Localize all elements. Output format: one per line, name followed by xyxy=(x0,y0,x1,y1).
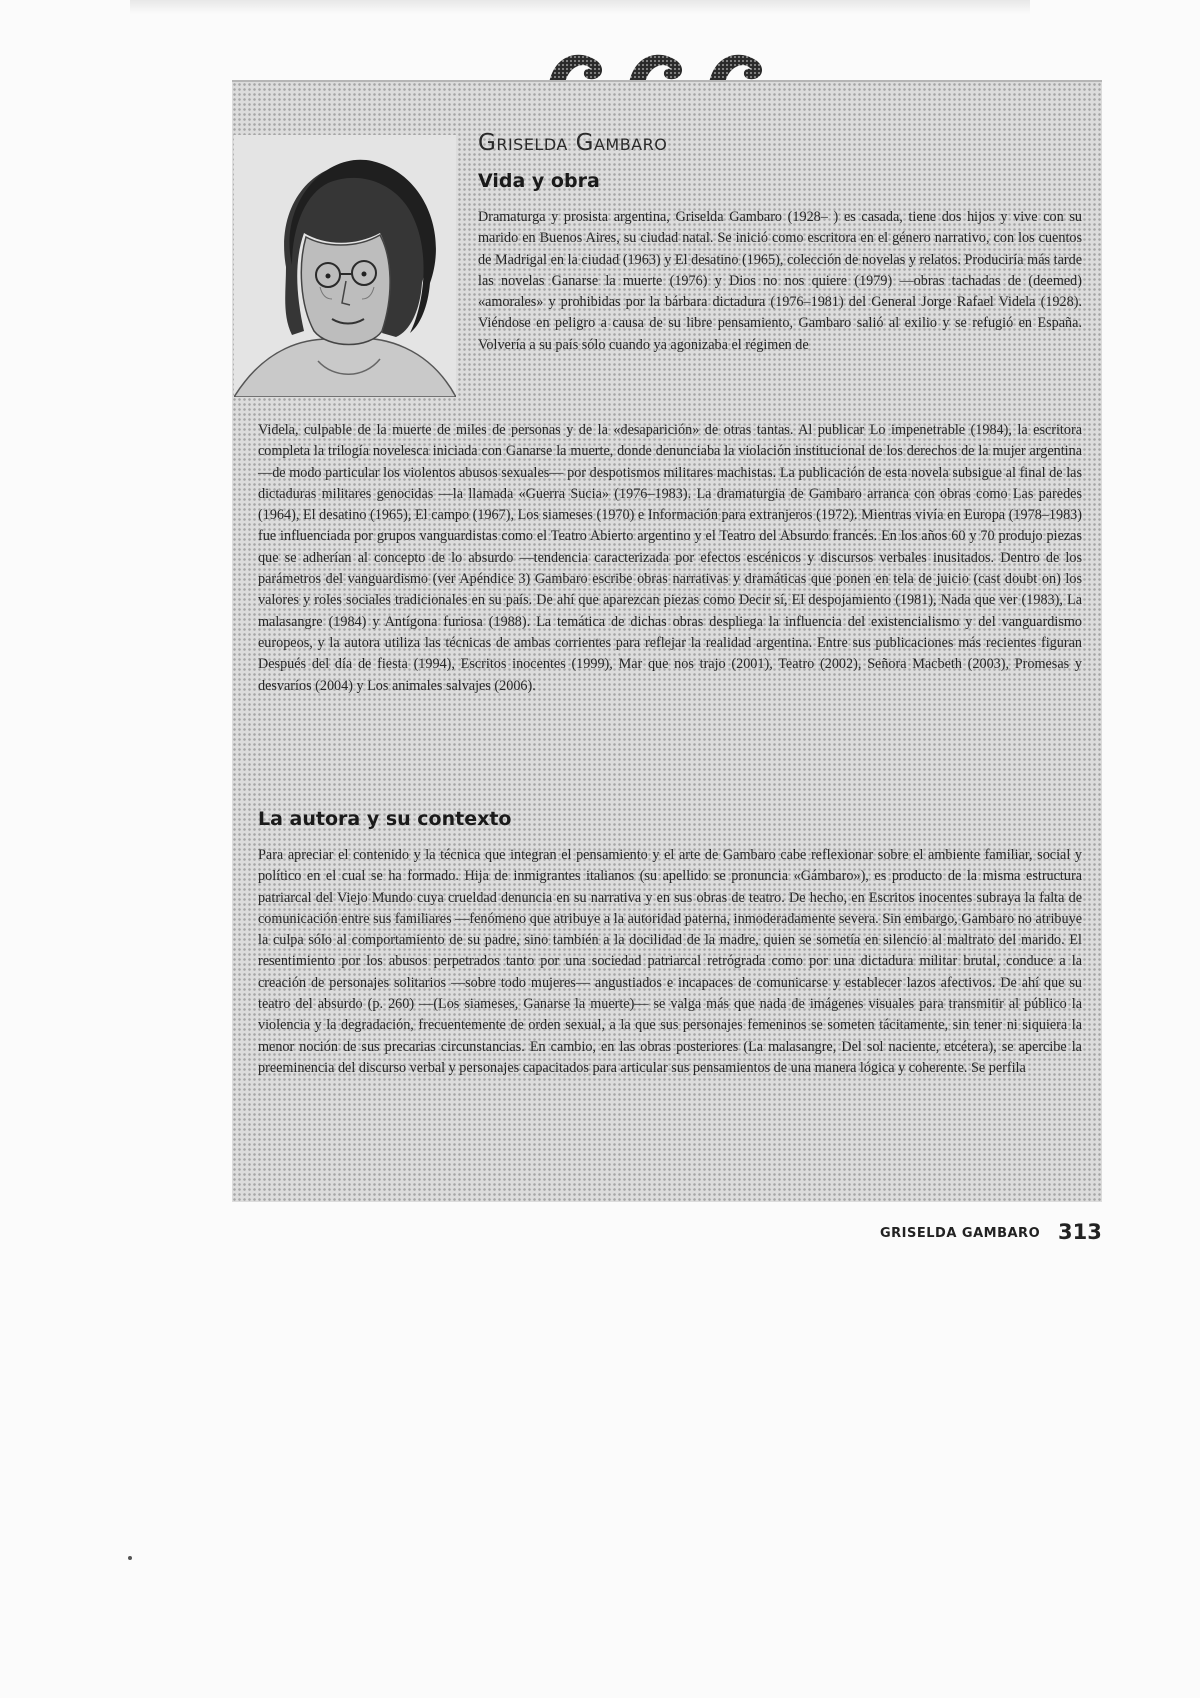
page-number: 313 xyxy=(1058,1220,1102,1244)
body-paragraph-context: Para apreciar el contenido y la técnica que integran el pensamiento y el arte de Gambaro cabe reflexionar sobre el ambiente familiar, social y político en el cual se ha formado. Hija de inmigrantes italianos (su apellido se pronuncia «Gámbaro»), es producto de la misma estructura patriarcal del Viejo Mundo cuya crueldad denuncia en su narrativa y en sus obras de teatro. De hecho, en Escritos inocentes subraya la falta de comunicación entre sus familiares —fenómeno que atribuye a la autoridad paterna, inmoderadamente severa. Sin embargo, Gambaro no atribuye la culpa sólo al comportamiento de su padre, sino también a la docilidad de la madre, quien se sometía en silencio al maltrato del marido. El resentimiento por los abusos perpetrados tanto por una sociedad patriarcal retrógrada como por una dictadura militar brutal, conduce a la creación de personajes solitarios —sobre todo mujeres— angustiados e incapaces de comunicarse y establecer lazos afectivos. De ahí que su teatro del absurdo (p. 260) —(Los siameses, Ganarse la muerte)— se valga más que nada de imágenes visuales para transmitir al público la violencia y la degradación, frecuentemente de orden sexual, a la que sus personajes femeninos se someten tácitamente, sin tener ni siquiera la menor noción de sus precarias circunstancias. En cambio, en las obras posteriores (La malasangre, Del sol naciente, etcétera), se apercibe la preeminencia del discurso verbal y personajes capacitados para articular sus pensamientos de una manera lógica y coherente. Se perfila xyxy=(258,847,1082,1076)
scan-edge-shadow xyxy=(130,0,1030,14)
section-heading-vida-y-obra: Vida y obra xyxy=(478,170,600,192)
body-paragraph-works: Videla, culpable de la muerte de miles de personas y de la «desaparición» de otras tantas. Al publicar Lo impenetrable (1984), la escritora completa la trilogía novelesca iniciada con Ganarse la muerte, donde denunciaba la violación institucional de los derechos de la mujer argentina —de modo particular los violentos abusos sexuales— por despotismos militares machistas. La publicación de esta novela subsigue al final de las dictaduras militares genocidas —la llamada «Guerra Sucia» (1976–1983). La dramaturgia de Gambaro arranca con obras como Las paredes (1964), El desatino (1965), El campo (1967), Los siameses (1970) e Información para extranjeros (1972). Mientras vivía en Europa (1978–1983) fue influenciada por grupos vanguardistas como el Teatro Abierto argentino y el Teatro del Absurdo francés. En los años 60 y 70 produjo piezas que se adherían al concepto de lo absurdo —tendencia caracterizada por efectos escénicos y discursos verbales inusitados. Dentro de los parámetros del vanguardismo (ver Apéndice 3) Gambaro escribe obras narrativas y dramáticas que ponen en tela de juicio (cast doubt on) los valores y roles sociales tradicionales en su país. De ahí que aparezcan piezas como Decir sí, El despojamiento (1981), Nada que ver (1983), La malasangre (1984) y Antígona furiosa (1988). La temática de dichas obras despliega la influencia del existencialismo y del vanguardismo europeos, y la autora utiliza las técnicas de ambas corrientes para reflejar la realidad argentina. Entre sus publicaciones más recientes figuran Después del día de fiesta (1994), Escritos inocentes (1999), Mar que nos trajo (2001), Teatro (2002), Señora Macbeth (2003), Promesas y desvaríos (2004) y Los animales salvajes (2006). xyxy=(258,422,1082,694)
scan-speck xyxy=(128,1556,132,1560)
body-paragraph-intro: Dramaturga y prosista argentina, Griselda Gambaro (1928– ) es casada, tiene dos hijos y vive con su marido en Buenos Aires, su ciudad natal. Se inició como escritora en el género narrativo, con los cuentos de Madrigal en la ciudad (1963) y El desatino (1965), colección de novelas y relatos. Produciría más tarde las novelas Ganarse la muerte (1976) y Dios no nos quiere (1979) —obras tachadas de (deemed) «amorales» y prohibidas por la bárbara dictadura (1976–1981) del General Jorge Rafael Videla (1928). Viéndose en peligro a causa de su libre pensamiento, Gambaro salió al exilio y se refugió en España. Volvería a su país sólo cuando ya agonizaba el régimen de xyxy=(478,209,1082,353)
author-name-title: Griselda Gambaro xyxy=(478,130,668,156)
section-heading-contexto: La autora y su contexto xyxy=(258,808,512,830)
author-portrait-icon xyxy=(234,135,456,397)
running-footer-title: GRISELDA GAMBARO xyxy=(880,1226,1041,1241)
